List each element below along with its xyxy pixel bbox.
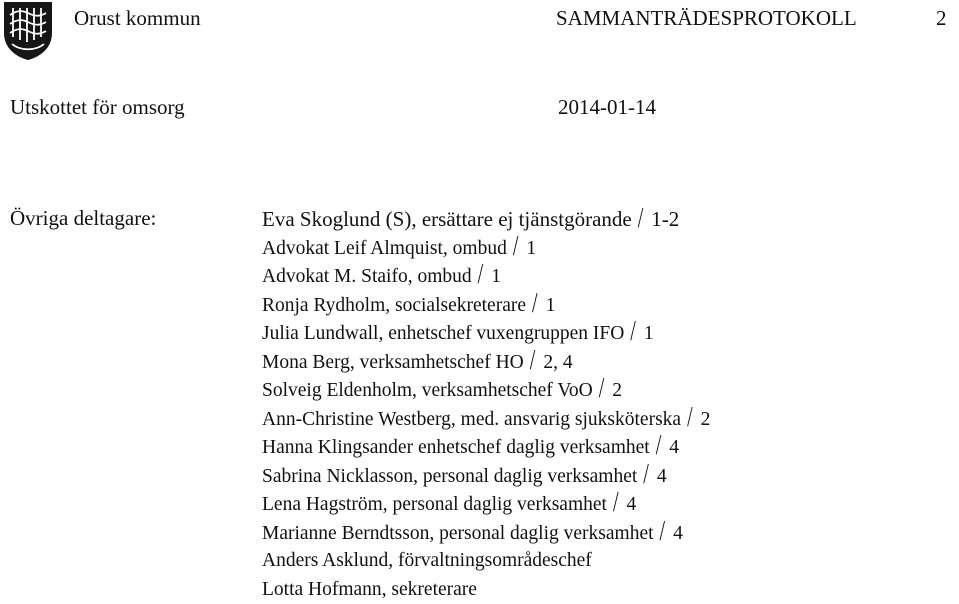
participant-name-role: Hanna Klingsander enhetschef daglig verksamhet <box>262 437 650 458</box>
participant-row <box>262 348 710 377</box>
document-title: SAMMANTRÄDESPROTOKOLL <box>556 5 857 31</box>
participant-row <box>262 376 710 405</box>
participant-row <box>262 547 710 576</box>
participant-name-role: Lena Hagström, personal daglig verksamhet <box>262 494 607 515</box>
paragraph-mark-icon <box>526 291 546 320</box>
paragraph-mark-icon <box>681 405 701 434</box>
participant-row <box>262 262 710 291</box>
paragraph-mark-icon <box>632 206 652 235</box>
participant-name-role: Advokat Leif Almquist, ombud <box>262 238 507 259</box>
participants-label: Övriga deltagare: <box>10 205 156 231</box>
participant-name-role: Sabrina Nicklasson, personal daglig verksamhet <box>262 466 637 487</box>
municipality-name: Orust kommun <box>74 5 201 31</box>
participant-name-role: Lotta Hofmann, sekreterare <box>262 579 477 600</box>
participant-paragraphs: 4 <box>673 523 683 544</box>
participant-name-role: Ronja Rydholm, socialsekreterare <box>262 295 526 316</box>
paragraph-mark-icon <box>472 262 492 291</box>
participant-row <box>262 519 710 548</box>
participant-name-role: Eva Skoglund (S), ersättare ej tjänstgörande <box>262 207 632 231</box>
municipal-coat-of-arms-icon <box>2 1 54 61</box>
page-number: 2 <box>936 5 947 31</box>
committee-name: Utskottet för omsorg <box>10 94 185 120</box>
participant-paragraphs: 4 <box>669 437 679 458</box>
participant-name-role: Advokat M. Staifo, ombud <box>262 266 472 287</box>
participant-row <box>262 462 710 491</box>
participant-paragraphs: 1 <box>644 323 654 344</box>
participant-paragraphs: 2 <box>612 380 622 401</box>
participant-name-role: Julia Lundwall, enhetschef vuxengruppen IFO <box>262 323 624 344</box>
participant-name-role: Anders Asklund, förvaltningsområdeschef <box>262 550 592 571</box>
meeting-date: 2014-01-14 <box>558 94 656 120</box>
participant-row <box>262 291 710 320</box>
participant-paragraphs: 2 <box>701 409 711 430</box>
participant-paragraphs: 1 <box>526 238 536 259</box>
participant-paragraphs: 2, 4 <box>543 352 572 373</box>
paragraph-mark-icon <box>607 490 627 519</box>
paragraph-mark-icon <box>507 234 527 263</box>
participant-paragraphs: 4 <box>657 466 667 487</box>
participants-list <box>262 205 710 604</box>
participant-row <box>262 405 710 434</box>
paragraph-mark-icon <box>637 462 657 491</box>
paragraph-mark-icon <box>524 348 544 377</box>
participant-paragraphs: 1 <box>491 266 501 287</box>
participant-paragraphs: 4 <box>627 494 637 515</box>
participant-row <box>262 319 710 348</box>
participant-paragraphs: 1-2 <box>651 207 679 231</box>
paragraph-mark-icon <box>654 519 674 548</box>
participant-name-role: Ann-Christine Westberg, med. ansvarig sjuksköterska <box>262 409 681 430</box>
paragraph-mark-icon <box>624 319 644 348</box>
paragraph-mark-icon <box>650 433 670 462</box>
participant-name-role: Marianne Berndtsson, personal daglig verksamhet <box>262 523 654 544</box>
paragraph-mark-icon <box>593 376 613 405</box>
participant-row <box>262 576 710 604</box>
participant-name-role: Mona Berg, verksamhetschef HO <box>262 352 524 373</box>
participant-name-role: Solveig Eldenholm, verksamhetschef VoO <box>262 380 593 401</box>
participant-row <box>262 205 710 234</box>
participant-paragraphs: 1 <box>546 295 556 316</box>
